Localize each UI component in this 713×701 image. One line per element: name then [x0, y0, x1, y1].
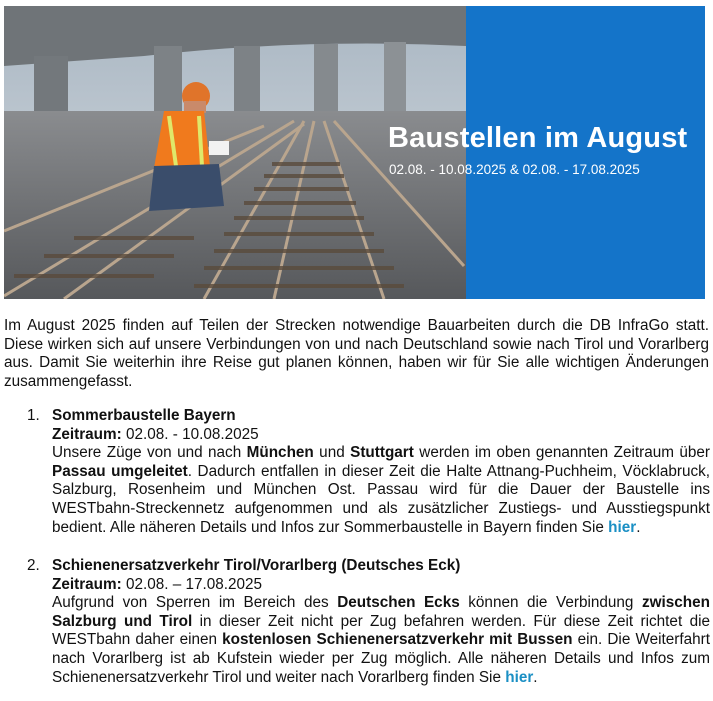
item-title: Schienenersatzverkehr Tirol/Vorarlberg (Deutsches Eck)	[52, 557, 461, 574]
intro-paragraph: Im August 2025 finden auf Teilen der Strecken notwendige Bauarbeiten durch die DB InfraGo statt. Diese wirken sich auf unsere Verbindungen von und nach Deutschland sowie nach Tirol und Vorarlberg aus. Damit Sie weiterhin ihre Reise gut planen können, haben wir für Sie alle wichtigen Änderungen zusammengefasst.	[4, 317, 709, 390]
item-title: Sommerbaustelle Bayern	[52, 407, 236, 424]
item-period: Zeitraum: 02.08. - 10.08.2025	[52, 425, 259, 443]
item-description: Unsere Züge von und nach München und Stuttgart werden im oben genannten Zeitraum über Passau umgeleitet. Dadurch entfallen in dieser Zeit die Halte Attnang-Puchheim, Vöcklabruck, Salzburg, Rosenheim und München Ost. Passau wird für die Dauer der Baustelle ins WESTbahn-Streckennetz aufgenommen und als zusätzlicher Zustiegs- und Ausstiegspunkt bedient. Alle näheren Details und Infos zur Sommerbaustelle in Bayern finden Sie hier.	[52, 444, 711, 536]
details-link-tirol[interactable]: hier	[505, 668, 534, 686]
item-period: Zeitraum: 02.08. – 17.08.2025	[52, 575, 263, 593]
banner-dates: 02.08. - 10.08.2025 & 02.08. - 17.08.2025	[389, 162, 640, 177]
details-link-bayern[interactable]: hier	[608, 518, 637, 536]
list-number: 2.	[27, 557, 40, 574]
list-number: 1.	[27, 407, 40, 424]
item-description: Aufgrund von Sperren im Bereich des Deutschen Ecks können die Verbindung zwischen Salzburg und Tirol in dieser Zeit nicht per Zug befahren werden. Für diese Zeit richtet die WESTbahn daher einen kostenlosen Schienenersatzverkehr mit Bussen ein. Die Weiterfahrt nach Vorarlberg ist ab Kufstein wieder per Zug möglich. Alle näheren Details und Infos zum Schienenersatzverkehr Tirol und weiter nach Vorarlberg finden Sie hier.	[52, 594, 710, 686]
banner-title: Baustellen im August	[388, 122, 688, 154]
